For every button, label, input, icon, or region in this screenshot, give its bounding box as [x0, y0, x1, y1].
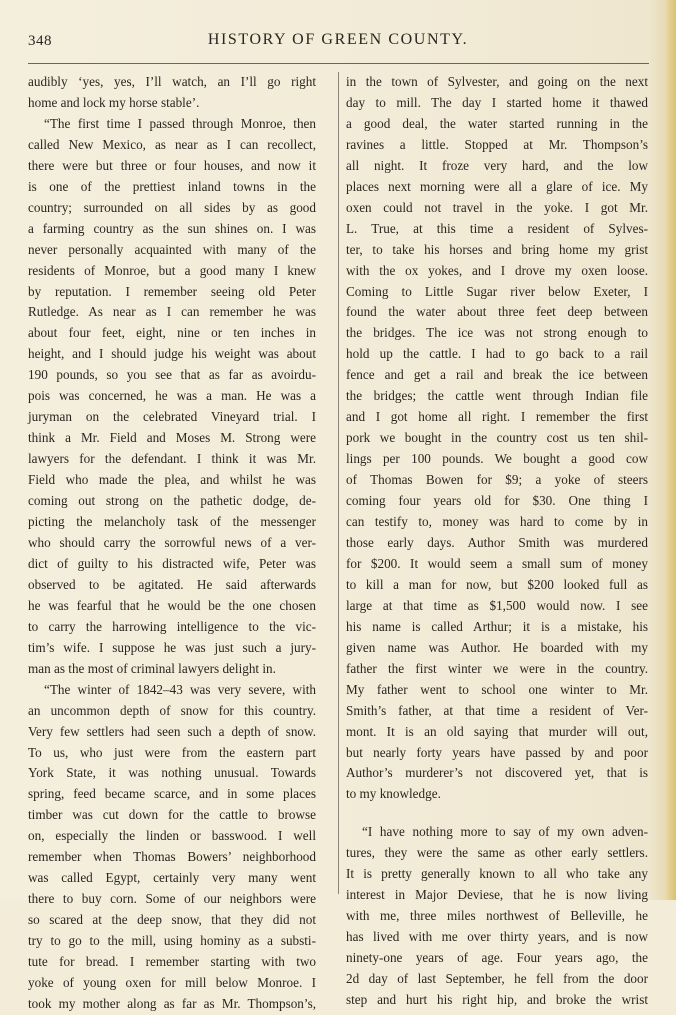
text-line: is one of the prettiest inland towns in the: [28, 178, 316, 194]
text-line: remember when Thomas Bowers’ neighborhood: [28, 849, 316, 865]
text-line: places next morning were all a glare of ice. My: [346, 178, 648, 194]
text-line: a good deal, the water started running in the: [346, 115, 648, 131]
text-line: tute for bread. I remember starting with two: [28, 954, 316, 970]
text-line: has lived with me over thirty years, and is now: [346, 929, 648, 945]
text-line: in the town of Sylvester, and going on the next: [346, 74, 648, 89]
text-line: about four feet, eight, nine or ten inches in: [28, 325, 316, 341]
text-line: tures, they were the same as other early settlers.: [346, 845, 648, 861]
text-line: spring, feed became scarce, and in some places: [28, 786, 316, 802]
text-line: juryman on the celebrated Vineyard trial. I: [28, 409, 316, 425]
text-line: with the ox yokes, and I drove my oxen loose.: [346, 262, 648, 278]
text-line: all night. It froze very hard, and the low: [346, 157, 648, 173]
text-line: man as the most of criminal lawyers delight in.: [28, 660, 276, 676]
text-line: coming four years old for $30. One thing I: [346, 493, 648, 509]
text-line: father the first winter we were in the country.: [346, 660, 648, 676]
text-line: ninety-one years of age. Four years ago, the: [346, 950, 648, 966]
paragraph-gap: [346, 805, 648, 822]
text-line: To us, who just were from the eastern part: [28, 744, 316, 760]
text-line: there were but three or four houses, and now it: [28, 157, 316, 173]
text-line: was called Egypt, certainly very many went: [28, 870, 316, 886]
text-line: oxen could not travel in the yoke. I got Mr.: [346, 199, 648, 215]
text-line: his name is called Arthur; it is a mistake, his: [346, 618, 648, 634]
text-line: he was fearful that he would be the one chosen: [28, 597, 316, 613]
text-line: never personally acquainted with many of the: [28, 241, 316, 257]
text-line: step and hurt his right hip, and broke the wrist: [346, 991, 648, 1007]
text-line: mont. It is an old saying that murder will out,: [346, 723, 648, 739]
text-line: Field who made the plea, and whilst he was: [28, 472, 316, 488]
text-line: a farming country as the sun shines on. I was: [28, 220, 316, 236]
text-line: those early days. Author Smith was murdered: [346, 534, 648, 550]
text-line: Smith’s father, at that time a resident of Ver-: [346, 702, 648, 718]
text-line: observed to be agitated. He said afterwards: [28, 576, 316, 592]
text-line: “I have nothing more to say of my own adven-: [362, 824, 648, 840]
text-line: 2d day of last September, he fell from the door: [346, 971, 648, 987]
running-title: HISTORY OF GREEN COUNTY.: [207, 31, 469, 48]
text-line: of Thomas Bowen for $9; a yoke of steers: [346, 472, 648, 488]
text-line: fence and get a rail and break the ice between: [346, 367, 648, 383]
text-line: Very few settlers had seen such a depth of snow.: [28, 723, 316, 739]
text-line: Author’s murderer’s not discovered yet, that is: [346, 765, 648, 781]
text-line: tim’s wife. I suppose he was just such a jury-: [28, 639, 316, 655]
text-line: large at that time as $1,500 would now. I see: [346, 597, 648, 613]
text-line: “The winter of 1842–43 was very severe, with: [44, 681, 316, 697]
text-line: York State, it was nothing unusual. Towards: [28, 765, 316, 781]
text-line: yoke of young oxen for mill below Monroe. I: [28, 974, 316, 990]
text-line: pork we bought in the country cost us ten shil-: [346, 430, 648, 446]
text-line: residents of Monroe, but a good many I knew: [28, 262, 316, 278]
text-line: picting the melancholy task of the messenger: [28, 514, 316, 530]
text-line: pois was concerned, he was a man. He was a: [28, 388, 316, 404]
text-line: for $200. It would seem a small sum of money: [346, 555, 648, 571]
text-line: Coming to Little Sugar river below Exeter, I: [346, 283, 648, 299]
text-line: “The first time I passed through Monroe, then: [44, 115, 316, 131]
text-line: ravines a little. Stopped at Mr. Thompson’s: [346, 136, 648, 152]
text-line: timber was cut down for the cattle to browse: [28, 807, 316, 823]
text-line: interest in Major Deviese, that he is now living: [346, 887, 648, 903]
text-line: ter, to take his horses and bring home my grist: [346, 241, 648, 257]
text-line: height, and I should judge his weight was about: [28, 346, 316, 362]
text-line: called New Mexico, as near as I can recollect,: [28, 136, 316, 152]
text-line: there to buy corn. Some of our neighbors were: [28, 891, 316, 907]
text-line: My father went to school one winter to Mr.: [346, 681, 648, 697]
text-line: the bridges. The ice was not strong enough to: [346, 325, 648, 341]
right-column: [346, 72, 648, 1011]
text-line: coming out strong on the pathetic dodge, de-: [28, 493, 316, 509]
text-line: but nearly forty years have passed by and poor: [346, 744, 648, 760]
text-line: can testify to, money was hard to come by in: [346, 514, 648, 530]
text-line: dict of guilty to his distracted wife, Peter was: [28, 555, 316, 571]
text-line: took my mother along as far as Mr. Thompson’s,: [28, 995, 316, 1011]
column-divider: [338, 72, 339, 894]
text-line: 190 pounds, so you see that as far as avoirdu-: [28, 367, 316, 383]
text-line: by reputation. I remember seeing old Peter: [28, 283, 316, 299]
text-line: Rutledge. As near as I can remember he was: [28, 304, 316, 320]
text-line: who should carry the sorrowful news of a ver-: [28, 534, 316, 550]
text-line: given name was Author. He boarded with my: [346, 639, 648, 655]
text-line: think a Mr. Field and Moses M. Strong were: [28, 430, 316, 446]
text-line: on, especially the linden or basswood. I well: [28, 828, 316, 844]
text-line: hold up the cattle. I had to go back to a rail: [346, 346, 648, 362]
text-line: to kill a man for now, but $200 looked full as: [346, 576, 648, 592]
page-header: [28, 31, 648, 53]
text-line: audibly ‘yes, yes, I’ll watch, an I’ll go right: [28, 74, 316, 89]
text-line: lings per 100 pounds. We bought a good cow: [346, 451, 648, 467]
page-edge: [666, 0, 676, 900]
text-line: found the water about three feet deep between: [346, 304, 648, 320]
text-line: day to mill. The day I started home it thawed: [346, 94, 648, 110]
text-line: to my knowledge.: [346, 786, 441, 802]
text-line: try to go to the mill, using hominy as a substi-: [28, 933, 316, 949]
text-line: the bridges; the cattle went through Indian file: [346, 388, 648, 404]
text-line: to carry the harrowing intelligence to the vic-: [28, 618, 316, 634]
text-line: and I got home all right. I remember the first: [346, 409, 648, 425]
text-line: home and lock my horse stable’.: [28, 94, 200, 110]
text-line: L. True, at this time a resident of Sylves-: [346, 220, 648, 236]
left-column: [28, 72, 316, 1015]
text-line: an uncommon depth of snow for this country.: [28, 702, 316, 718]
text-line: so scared at the deep snow, that they did not: [28, 912, 316, 928]
header-rule: [28, 63, 649, 64]
text-line: lawyers for the defendant. I think it was Mr.: [28, 451, 316, 467]
text-line: country; surrounded on all sides by as good: [28, 199, 316, 215]
text-line: It is pretty generally known to all who take any: [346, 866, 648, 882]
page-number: 348: [28, 33, 52, 49]
text-line: with me, three miles northwest of Belleville, he: [346, 908, 648, 924]
